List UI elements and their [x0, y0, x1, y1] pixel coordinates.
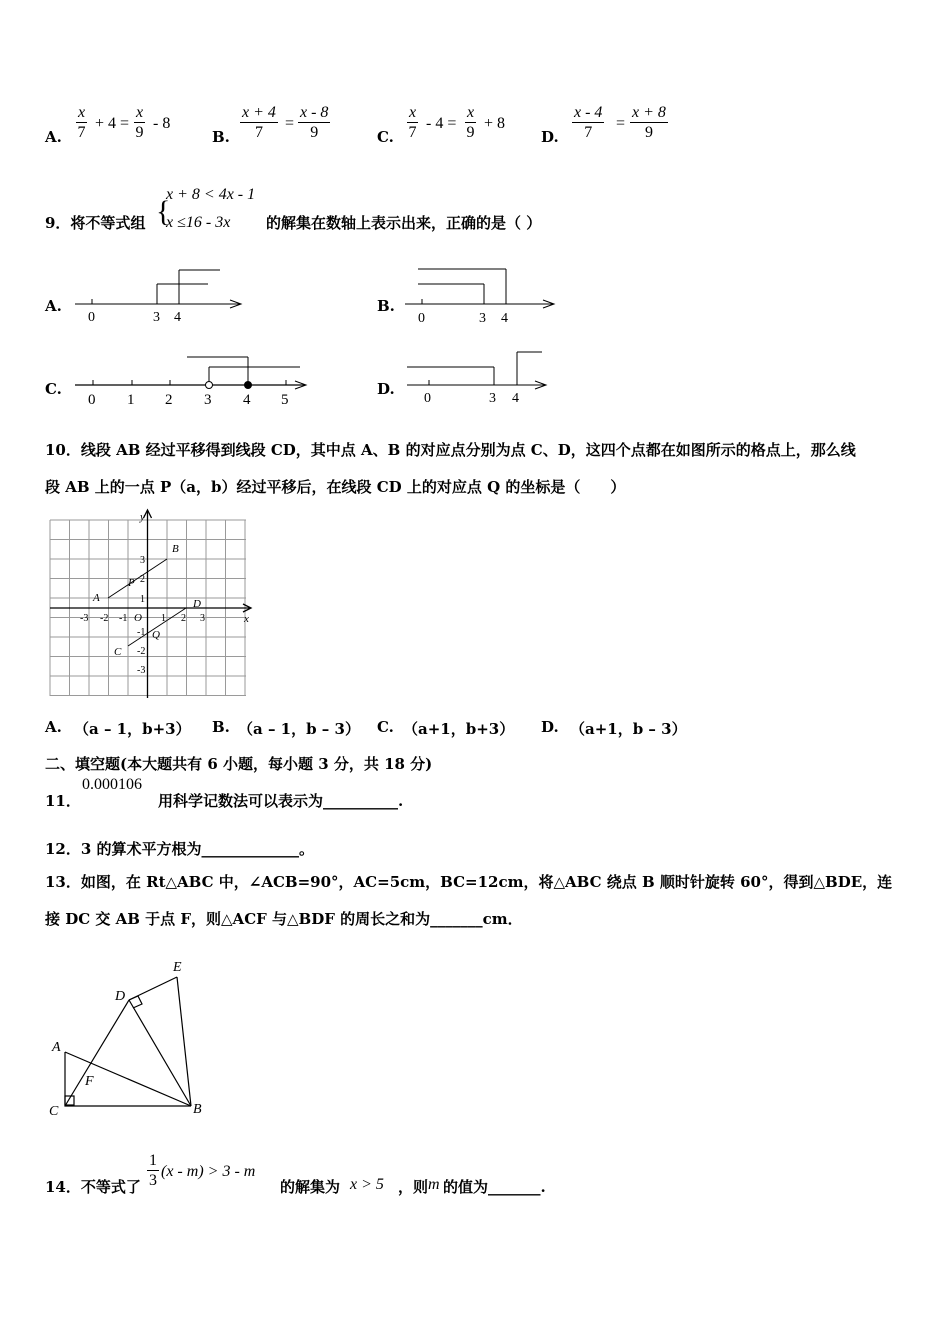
q8-option-a-label: A. — [45, 128, 62, 146]
q9-option-c-label: C. — [45, 380, 62, 398]
tick-4: 4 — [174, 310, 181, 325]
tick-0: 0 — [418, 311, 425, 326]
q10-option-d-label: D. — [541, 718, 559, 736]
q11-number: 11． — [45, 792, 81, 810]
y-tick: -3 — [137, 665, 146, 676]
q9-inequality-1: x + 8 < 4x - 1 — [166, 186, 256, 203]
x-tick: 3 — [200, 613, 205, 624]
q10-option-c-label: C. — [377, 718, 394, 736]
q9-option-d-number-line — [395, 345, 555, 415]
q11-value: 0.000106 — [82, 776, 142, 793]
x-tick: -3 — [80, 613, 89, 624]
q8-option-d-label: D. — [541, 128, 559, 146]
q13-line-1: 13．如图，在 Rt△ABC 中，∠ACB=90°，AC=5cm，BC=12cm，将△ABC 绕点 B 顺时针旋转 60°，得到△BDE，连 — [45, 873, 893, 891]
point-c-label: C — [114, 646, 122, 658]
label-d: D — [115, 989, 126, 1004]
q10-line-1: 10．线段 AB 经过平移得到线段 CD，其中点 A、B 的对应点分别为点 C、D，这四个点都在如图所示的格点上，那么线 — [45, 441, 856, 459]
q9-option-b-number-line — [395, 260, 565, 330]
q8-d-op: = — [616, 115, 626, 132]
y-tick: -1 — [137, 627, 146, 638]
q10-option-b-text: （a – 1，b – 3） — [238, 720, 360, 738]
label-c: C — [49, 1104, 59, 1119]
x-tick: 2 — [181, 613, 186, 624]
tick-0: 0 — [424, 391, 431, 406]
tick-4: 4 — [501, 311, 508, 326]
tick-1: 1 — [127, 392, 135, 408]
y-axis-label: y — [140, 511, 145, 523]
q9-suffix: 的解集在数轴上表示出来，正确的是（ ） — [266, 214, 542, 232]
tick-5: 5 — [281, 392, 289, 408]
q13-line-2: 接 DC 交 AB 于点 F，则△ACF 与△BDF 的周长之和为_______cm． — [45, 910, 523, 928]
q8-d-right-fraction: $\frac{x + 8}{9}$ — [632, 104, 666, 141]
q8-a-right-fraction: $\frac{x}{9}$ — [135, 104, 144, 141]
q9-prefix: 9．将不等式组 — [45, 214, 146, 232]
q14-mid: 的解集为 — [280, 1178, 341, 1196]
q8-a-op: + 4 = — [95, 115, 130, 132]
q8-c-op: - 4 = — [426, 115, 457, 132]
q14-mid2: ，则 — [398, 1178, 429, 1196]
y-tick: 2 — [140, 574, 145, 585]
label-a: A — [52, 1040, 61, 1055]
q10-option-d-text: （a+1，b – 3） — [570, 720, 687, 738]
point-d-label: D — [193, 598, 201, 610]
point-b-label: B — [172, 543, 179, 555]
q10-coordinate-grid — [45, 508, 255, 703]
y-tick: 1 — [140, 594, 145, 605]
q9-option-b-label: B. — [377, 297, 395, 315]
x-tick: 1 — [161, 613, 166, 624]
q14-prefix: 14．不等式了 — [45, 1178, 141, 1196]
q14-suffix: 的值为_______. — [443, 1178, 546, 1196]
q8-a-op2: - 8 — [153, 115, 171, 132]
q8-c-op2: + 8 — [484, 115, 506, 132]
q8-c-right-fraction: $\frac{x}{9}$ — [466, 104, 475, 141]
q8-b-right-fraction: $\frac{x - 8}{9}$ — [300, 104, 329, 141]
q10-option-b-label: B. — [212, 718, 230, 736]
x-axis-label: x — [244, 613, 249, 625]
tick-4: 4 — [243, 392, 251, 408]
q14-coefficient: $\frac{1}{3}$ — [149, 1152, 157, 1189]
point-p-label: P — [128, 577, 135, 589]
tick-3: 3 — [479, 311, 486, 326]
q9-option-d-label: D. — [377, 380, 395, 398]
tick-4: 4 — [512, 391, 519, 406]
label-f: F — [85, 1074, 94, 1089]
q8-c-left-fraction: $\frac{x}{7}$ — [408, 104, 417, 141]
tick-0: 0 — [88, 310, 95, 325]
q8-a-left-fraction: $\frac{x}{7}$ — [77, 104, 86, 141]
q14-variable: m — [428, 1176, 440, 1193]
tick-3: 3 — [153, 310, 160, 325]
tick-3: 3 — [489, 391, 496, 406]
y-tick: -2 — [137, 646, 146, 657]
q9-option-c-number-line — [65, 345, 315, 415]
origin-label: O — [134, 612, 142, 624]
tick-0: 0 — [88, 392, 96, 408]
q14-expression: (x - m) > 3 - m — [161, 1163, 256, 1180]
q10-option-a-label: A. — [45, 718, 62, 736]
x-tick: -2 — [100, 613, 109, 624]
q10-option-a-text: （a – 1，b+3） — [74, 720, 191, 738]
q10-line-2: 段 AB 上的一点 P（a，b）经过平移后，在线段 CD 上的对应点 Q 的坐标是（ ） — [45, 478, 626, 496]
q11-text: 用科学记数法可以表示为__________. — [158, 792, 404, 810]
q9-option-a-label: A. — [45, 297, 62, 315]
q13-triangle-figure — [45, 955, 225, 1125]
y-tick: 3 — [140, 555, 145, 566]
q8-option-b-label: B. — [212, 128, 230, 146]
q10-option-c-text: （a+1，b+3） — [403, 720, 515, 738]
label-b: B — [193, 1102, 202, 1117]
q9-brace: { — [156, 195, 171, 228]
q8-b-op: = — [285, 115, 295, 132]
q8-option-c-label: C. — [377, 128, 394, 146]
q8-b-left-fraction: $\frac{x + 4}{7}$ — [242, 104, 276, 141]
label-e: E — [173, 960, 182, 975]
section-heading: 二、填空题(本大题共有 6 小题，每小题 3 分，共 18 分) — [45, 755, 433, 773]
q8-d-left-fraction: $\frac{x - 4}{7}$ — [574, 104, 603, 141]
q14-condition: x > 5 — [350, 1176, 384, 1193]
q9-option-a-number-line — [60, 260, 260, 330]
tick-2: 2 — [165, 392, 173, 408]
point-a-label: A — [93, 592, 100, 604]
q12-text: 12．3 的算术平方根为_____________。 — [45, 840, 315, 858]
point-q-label: Q — [152, 629, 160, 641]
q9-inequality-2: x ≤16 - 3x — [166, 214, 231, 231]
x-tick: -1 — [119, 613, 128, 624]
tick-3: 3 — [204, 392, 212, 408]
